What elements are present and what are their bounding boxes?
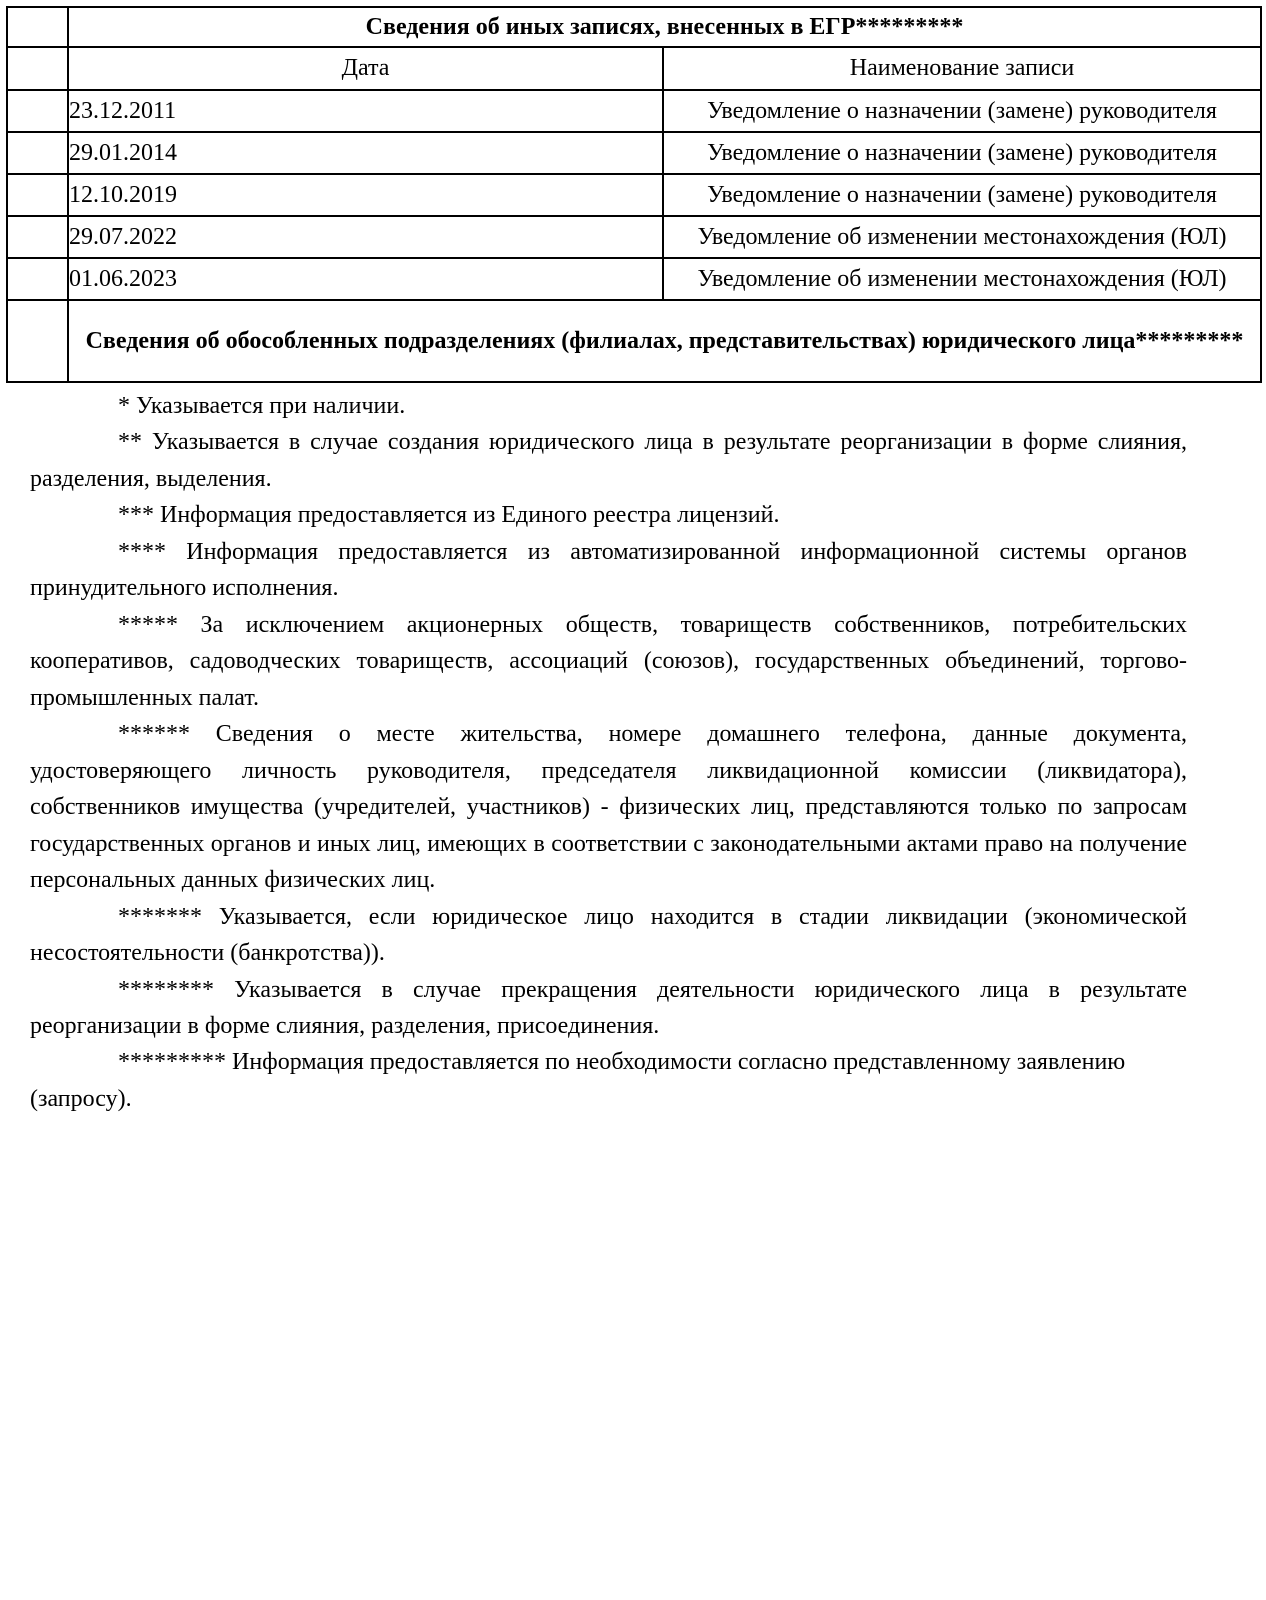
footnote-item: * Указывается при наличии.	[118, 393, 406, 419]
footnote-item: ********* Информация предоставляется по необходимости согласно представленному заявлению (запросу).	[30, 1049, 1126, 1112]
table-row	[7, 216, 1261, 258]
row-marker-cell	[7, 132, 68, 174]
table-row-column-headers	[7, 47, 1261, 90]
footnotes-block	[30, 388, 1187, 1117]
table-row-section-header	[7, 7, 1261, 47]
cell-date: 23.12.2011	[68, 90, 663, 132]
footnote-item: *** Информация предоставляется из Единого реестра лицензий.	[118, 502, 780, 529]
footnote-item: ****** Сведения о месте жительства, номере домашнего телефона, данные документа, удостоверяющего личность руководителя, председателя ликвидационной комиссии (ликвидатора), собственников имущества (учредителей, участников) - физических лиц, представляются только по запросам государственных органов и иных лиц, имеющих в соответствии с законодательными актами право на получение персональных данных физических лиц.	[30, 721, 1187, 894]
footnote-item: ******* Указывается, если юридическое лицо находится в стадии ликвидации (экономической несостоятельности (банкротства)).	[30, 903, 1187, 967]
table-row	[7, 90, 1261, 132]
row-marker-cell	[7, 7, 68, 47]
table-row	[7, 258, 1261, 300]
cell-record-name: Уведомление о назначении (замене) руководителя	[663, 132, 1261, 174]
row-marker-cell	[7, 258, 68, 300]
cell-record-name: Уведомление о назначении (замене) руководителя	[663, 174, 1261, 216]
footnote-item: ** Указывается в случае создания юридического лица в результате реорганизации в форме слияния, разделения, выделения.	[30, 429, 1187, 492]
registry-records-table	[6, 6, 1262, 383]
row-marker-cell	[7, 47, 68, 90]
footnote-item: ***** За исключением акционерных обществ, товариществ собственников, потребительских кооперативов, садоводческих товариществ, ассоциаций (союзов), государственных объединений, торгово-промышленных палат.	[30, 611, 1187, 711]
cell-record-name: Уведомление об изменении местонахождения (ЮЛ)	[663, 258, 1261, 300]
row-marker-cell	[7, 90, 68, 132]
cell-date: 12.10.2019	[68, 174, 663, 216]
next-section-title: Сведения об обособленных подразделениях (филиалах, представительствах) юридического лица*********	[68, 300, 1261, 382]
section-title: Сведения об иных записях, внесенных в ЕГР*********	[68, 7, 1261, 47]
footnote-item: **** Информация предоставляется из автоматизированной информационной системы органов принудительного исполнения.	[30, 538, 1187, 602]
row-marker-cell	[7, 300, 68, 382]
cell-date: 01.06.2023	[68, 258, 663, 300]
footnote-item: ******** Указывается в случае прекращения деятельности юридического лица в результате реорганизации в форме слияния, разделения, присоединения.	[30, 976, 1187, 1039]
table-row	[7, 132, 1261, 174]
cell-record-name: Уведомление о назначении (замене) руководителя	[663, 90, 1261, 132]
column-header-date: Дата	[68, 47, 663, 90]
table-row	[7, 174, 1261, 216]
cell-record-name: Уведомление об изменении местонахождения (ЮЛ)	[663, 216, 1261, 258]
table-row-next-section-header	[7, 300, 1261, 382]
row-marker-cell	[7, 216, 68, 258]
column-header-name: Наименование записи	[663, 47, 1261, 90]
cell-date: 29.07.2022	[68, 216, 663, 258]
row-marker-cell	[7, 174, 68, 216]
cell-date: 29.01.2014	[68, 132, 663, 174]
